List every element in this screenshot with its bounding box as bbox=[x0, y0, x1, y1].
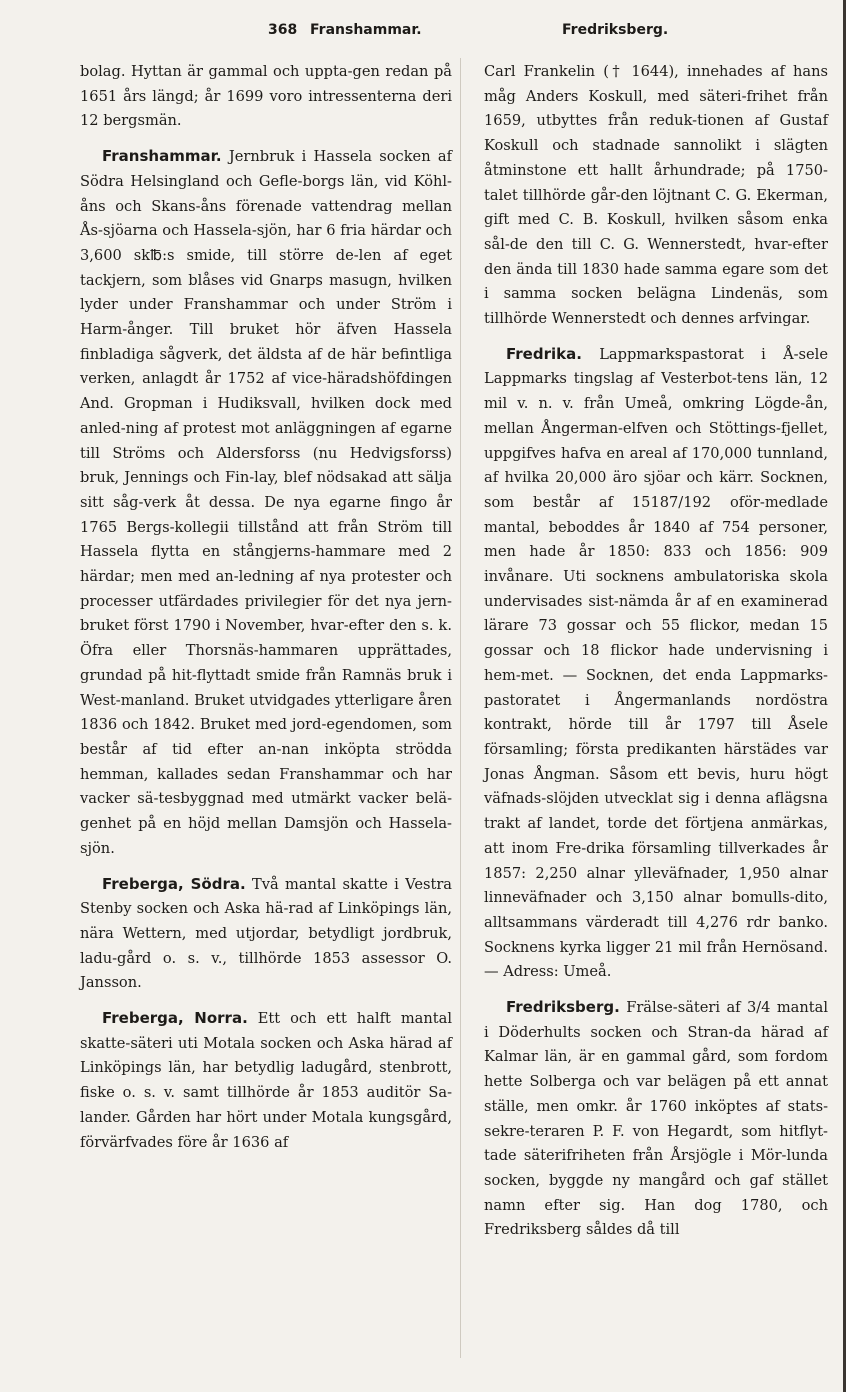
page-header bbox=[0, 14, 846, 44]
entry-fredrika bbox=[484, 342, 828, 985]
entry-text: Frälse-säteri af 3/4 mantal i Döderhults socken och Stran-da härad af Kalmar län, är en gammal gård, som fordom hette Solberga och var belägen på ett annat ställe, men omkr. år 1760 inköptes af stats-sekre-teraren P. F. von Hegardt, som hitflyt-tade säterifriheten från Årsjögle i Mör-lunda socken, byggde ny mangård och gaf stället namn efter sig. Han dog 1780, och Fredriksberg såldes då till bbox=[484, 999, 828, 1239]
entry-heading: Fredrika. bbox=[506, 344, 582, 363]
entry-text: Ett och ett halft mantal skatte-säteri uti Motala socken och Aska härad af Linköpings län, har betydlig ladugård, stenbrott, fiske o. s. v. samt tillhörde år 1853 auditör Sa-lander. Gården har hört under Motala kungsgård, förvärfvades före år 1636 af bbox=[80, 1010, 452, 1151]
entry-heading: Freberga, Södra. bbox=[102, 874, 246, 893]
entry-franshammar bbox=[80, 144, 452, 861]
continued-paragraph: Carl Frankelin († 1644), innehades af hans måg Anders Koskull, med säteri-frihet från 1659, utbyttes från reduk-tionen af Gustaf Koskull och stadnade sannolikt i slägten åtminstone ett hallt århundrade; på 1750-talet tillhörde går-den löjtnant C. G. Ekerman, gift med C. B. Koskull, hvilken såsom enka sål-de den till C. G. Wennerstedt, hvar-efter den ända till 1830 hade samma egare som det i samma socken belägna Lindenäs, som tillhörde Wennerstedt och dennes arfvingar. bbox=[484, 63, 828, 328]
entry-heading: Fredriksberg. bbox=[506, 998, 620, 1017]
page-number: 368 bbox=[268, 22, 298, 38]
entry-text: Lappmarkspastorat i Å-sele Lappmarks tingslag af Vesterbot-tens län, 12 mil v. n. v. från Umeå, omkring Lögde-ån, mellan Ångerman-elfven och Stöttings-fjellet, uppgifves hafva en areal af 170,000 tunnland, af hvilka 20,000 äro sjöar och kärr. Socknen, som består af 15187/192 oför-medlade mantal, beboddes år 1840 af 754 personer, men hade år 1850: 833 och 1856: 909 invånare. Uti socknens ambulatoriska skola undervisades sist-nämda år af en examinerad lärare 73 gossar och 55 flickor, medan 15 gossar och 18 flickor hade undervisning i hem-met. — Socknen, det enda Lappmarks-pastoratet i Ångermanlands nordöstra kontrakt, hörde till år 1797 till Åsele församling; första predikanten härstädes var Jonas Ångman. Såsom ett bevis, huru högt väfnads-slöjden utvecklat sig i denna aflägsna trakt af landet, torde det förtjena anmärkas, att inom Fre-drika församling tillverkades år 1857: 2,250 alnar ylleväfnader, 1,950 alnar linneväfnader och 3,150 alnar bomulls-dito, alltsammans värderadt till 4,276 rdr banko. Socknens kyrka ligger 21 mil från Hernösand. — Adress: Umeå. bbox=[484, 345, 828, 981]
entry-text: Jernbruk i Hassela socken af Södra Helsingland och Gefle-borgs län, vid Köhl-åns och Skans-åns förenade vattendrag mellan Ås-sjöarna och Hassela-sjön, har 6 fria härdar och 3,600 sk℔:s smide, till större de-len af eget tackjern, som blåses vid Gnarps masugn, hvilken lyder under Franshammar och under Ström i Harm-ånger. Till bruket hör äfven Hassela finbladiga sågverk, det äldsta af de här befintliga verken, anlagdt år 1752 af vice-häradshöfdingen And. Gropman i Hudiksvall, hvilken dock med anled-ning af protest mot anläggningen af egarne till Ströms och Aldersforss (nu Hedvigsforss) bruk, Jennings och Fin-lay, blef nödsakad att sälja sitt såg-verk åt dessa. De nya egarne fingo år 1765 Bergs-kollegii tillstånd att från Ström till Hassela flytta en stångjerns-hammare med 2 härdar; men med an-ledning af nya protester och processer utfärdades privilegier för det nya jern-bruket först 1790 i November, hvar-efter den s. k. Öfra eller Thorsnäs-hammaren upprättades, grundad på hit-flyttadt smide från Ramnäs bruk i West-manland. Bruket utvidgades ytterligare åren 1836 och 1842. Bruket med jord-egendomen, som består af tid efter an-nan inköpta strödda hemman, kallades sedan Franshammar och har vacker sä-tesbyggnad med utmärkt vacker belä-genhet på en höjd mellan Damsjön och Hassela-sjön. bbox=[80, 148, 452, 857]
entry-fredriksberg bbox=[484, 995, 828, 1243]
left-column bbox=[80, 60, 452, 1165]
running-head-right: Fredriksberg. bbox=[562, 22, 669, 38]
entry-heading: Franshammar. bbox=[102, 147, 222, 166]
continued-paragraph: bolag. Hyttan är gammal och uppta-gen redan på 1651 års längd; år 1699 voro intressenterna deri 12 bergsmän. bbox=[80, 63, 452, 130]
right-column bbox=[484, 60, 828, 1253]
entry-text: Två mantal skatte i Vestra Stenby socken och Aska hä-rad af Linköpings län, nära Wettern, med utjordar, betydligt jordbruk, ladu-gård o. s. v., tillhörde 1853 assessor O. Jansson. bbox=[80, 875, 452, 992]
column-divider bbox=[460, 58, 461, 1358]
entry-freberga-norra bbox=[80, 1006, 452, 1155]
entry-freberga-sodra bbox=[80, 872, 452, 997]
running-head-left: Franshammar. bbox=[310, 22, 422, 38]
entry-heading: Freberga, Norra. bbox=[102, 1009, 248, 1028]
